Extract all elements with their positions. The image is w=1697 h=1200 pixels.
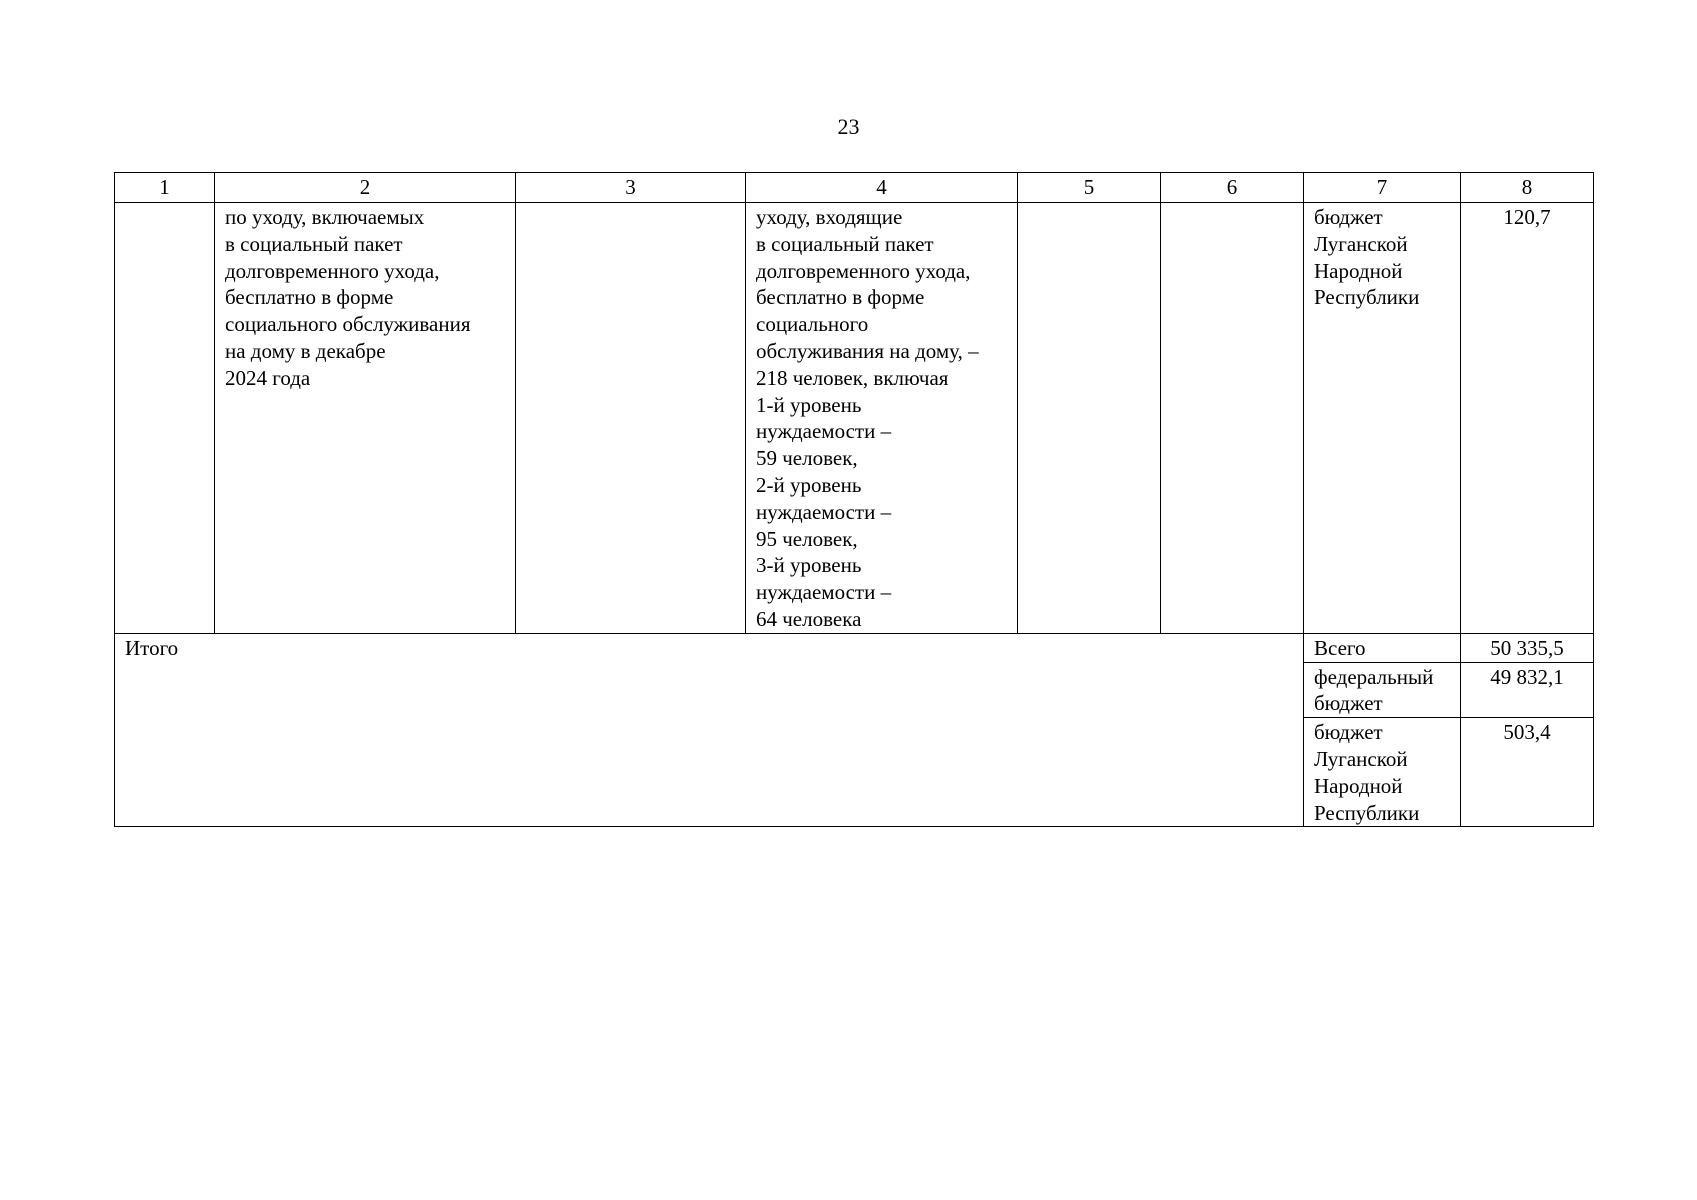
column-header-3: 3 [516,173,746,203]
column-header-2: 2 [215,173,516,203]
column-header-4: 4 [746,173,1018,203]
cell-column-6 [1161,203,1304,634]
total-row [115,633,1594,662]
total-amount-all: 50 335,5 [1461,633,1594,662]
column-header-1: 1 [115,173,215,203]
table-row [115,203,1594,634]
column-number-row [115,173,1594,203]
column-header-7: 7 [1304,173,1461,203]
page-number: 23 [837,114,860,139]
total-amount-regional: 503,4 [1461,718,1594,827]
total-source-all: Всего [1304,633,1461,662]
cell-result: уходу, входящие в социальный пакет долговременного ухода, бесплатно в форме социального обслуживания на дому, – 218 человек, включая 1-й уровень нуждаемости – 59 человек, 2-й уровень нуждаемости – 95 человек, 3-й уровень нуждаемости – 64 человека [746,203,1018,634]
total-source-federal: федеральный бюджет [1304,662,1461,718]
column-header-8: 8 [1461,173,1594,203]
cell-column-3 [516,203,746,634]
cell-number [115,203,215,634]
cell-activity: по уходу, включаемых в социальный пакет долговременного ухода, бесплатно в форме социального обслуживания на дому в декабре 2024 года [215,203,516,634]
total-label: Итого [115,633,1304,827]
column-header-5: 5 [1018,173,1161,203]
total-amount-federal: 49 832,1 [1461,662,1594,718]
funding-table [114,172,1594,827]
column-header-6: 6 [1161,173,1304,203]
cell-column-5 [1018,203,1161,634]
total-source-regional: бюджет Луганской Народной Республики [1304,718,1461,827]
cell-amount: 120,7 [1461,203,1594,634]
cell-funding-source: бюджет Луганской Народной Республики [1304,203,1461,634]
